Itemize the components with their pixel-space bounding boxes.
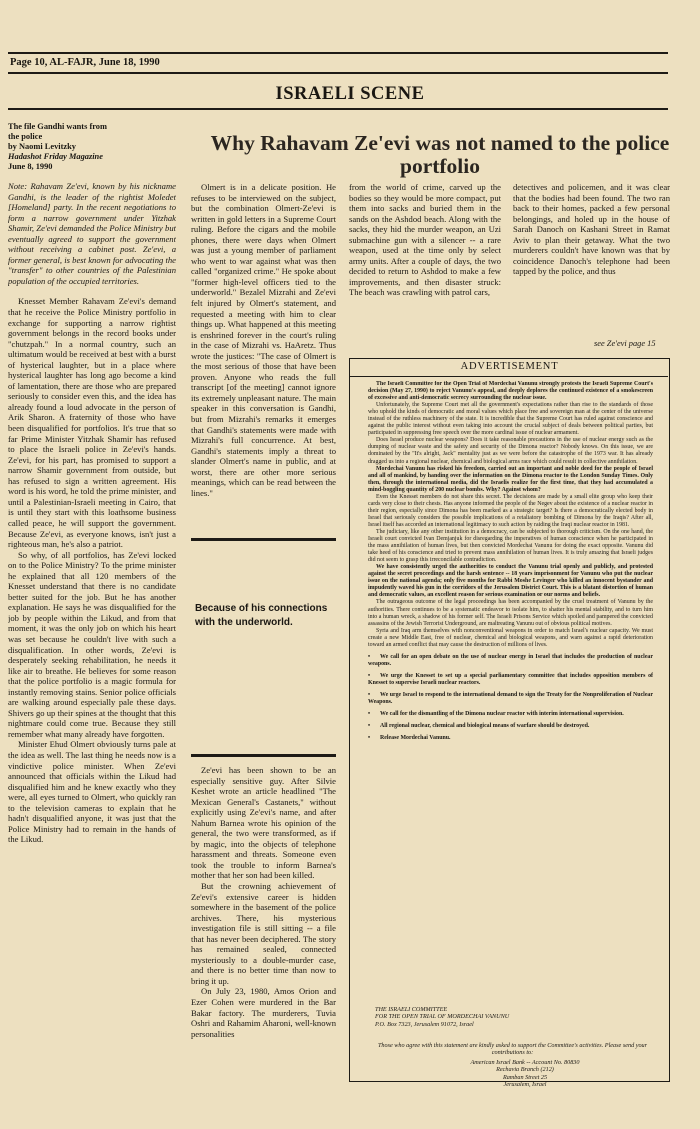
ad-demand <box>368 654 653 668</box>
ad-demand <box>368 735 653 742</box>
bank-line-3: Ramban Street 25 <box>502 1073 548 1081</box>
ad-demand-text: We call for an open debate on the use of nuclear energy in Israel that includes the production of nuclear weapons. <box>368 653 653 667</box>
header-mid-rule <box>8 72 668 74</box>
ad-paragraph: Even the Knesset members do not share this secret. The decisions are made by a small elite group who keep their cards very close to their chests. Has anyone informed the people of the Negev about the existence of a nuclear reactor in their region, especially since Dimona has been marked as a strategic target? Is there a democratically elected body in Israel that seriously considers the possible implications of a retaliatory bombing of Dimona by the Iraqis? After all, Israel itself has accorded an international legitimacy to such action by raiding the Iraqi nuclear reactor in 1981. <box>368 493 653 528</box>
bullet-icon: • <box>368 723 371 730</box>
pullquote-top-rule <box>191 538 336 541</box>
bullet-icon: • <box>368 711 371 718</box>
committee-signature <box>375 1006 655 1028</box>
ad-paragraph: The outrageous outcome of the legal proceedings has been accompanied by the cruel treatment of Vanunu by the authorities. There continues to be a systematic endeavor to isolate him, to shatter his mental stability, and to turn him into a human wreck, a shadow of his former self. The Israeli Prisons Service which spoiled and pampered the convicted assassins of the Jewish Terrorist Underground, are maltreating Vanunu out of obvious political motives. <box>368 599 653 627</box>
bullet-icon: • <box>368 735 371 742</box>
col1-paragraph: So why, of all portfolios, has Ze'evi locked on to the Police Ministry? To the prime minister he explained that all 120 members of the Knesset understand that there is no candidate better suited for the job. But he has another explanation. He says he was disqualified for the job by people within the Likud, and from that moment, it was the only job on which his heart was set because he couldn't live with such a disqualification. In other words, Ze'evi is desperately seeking rehabilitation, he needs it like air to breathe. He believes for some reason that the police portfolio is a magic formula for instantly removing stains. Senior police officials are walking around especially pale these days. Shivers go up their spines at the thought that this nightmare could come true. Because they still remember what many already have forgotten. <box>8 549 176 739</box>
col3-paragraph: from the world of crime, carved up the bodies so they would be more compact, put them into sacks and buried them in the sands on the Ashdod beach. Along with the sacks, they hid the murder weapon, an Uzi submachine gun with a silencer -- a rare weapon, used at the time only by select army units. After a couple of days, the two decided to return to Ashdod to make a few improvements, and then disaster struck: The beach was crawling with patrol cars, <box>349 182 501 298</box>
ad-bold-paragraph: We have consistently urged the authorities to conduct the Vanunu trial openly and publicly, and protested against the secret proceedings and the harsh sentence -- 18 years imprisonment for Vanunu who put the nuclear issue on the national agenda; only five months for Rabbi Moshe Levinger who killed an innocent bystander and impudently waved his gun in the corridors of the Jerusalem District Court. This is a blatant distortion of human and democratic values, an excellent reason for serious examination or our norms and beliefs. <box>368 564 653 599</box>
bank-details <box>410 1059 640 1088</box>
signature-line-3: P.O. Box 7323, Jerusalem 91072, Israel <box>375 1020 474 1028</box>
ad-demand-text: All regional nuclear, chemical and biological means of warfare should be destroyed. <box>380 723 590 730</box>
ad-paragraph: The judiciary, like any other institution in a democracy, can be subjected to thorough criticism. On the one hand, the Israeli court convicted Ivan Demjanjuk for disregarding the imperatives of human conscience when he participated in the mass annihilation of human lives, but then convicted Mordechai Vanunu for doing the exact opposite. Vanunu did take heed of his conscience and tried to prevent mass annihilation of human lives. It is truly amazing that Israeli judges did not seem to grasp this irreconcilable contradiction. <box>368 528 653 564</box>
editor-note: Note: Rahavam Ze'evi, known by his nickname Gandhi, is the leader of the rightist Moledet [Homeland] party. In the recent negotiations to form a narrow government under Yitzhak Shamir, Ze'evi demanded the Police Ministry but eventually agreed to support the government without receiving a cabinet post. Ze'evi, a former general, is best known for advocating the "transfer" to other countries of the Palestinian population of the occupied territories. <box>8 181 176 286</box>
pullquote-bottom-rule <box>191 754 336 757</box>
signature-line-2: FOR THE OPEN TRIAL OF MORDECHAI VANUNU <box>375 1013 510 1021</box>
col2-paragraph: Olmert is in a delicate position. He refuses to be interviewed on the subject, but the combination Olmert-Ze'evi is written in gold letters in a Supreme Court ruling. Before the cigars and the mobile phones, there were days when Olmert was just a young member of parliament who went to war against what was then called "organized crime." He spoke about "former high-level officers tied to the underworld." Bezalel Mizrahi and Ze'evi felt injured by Olmert's statement, and requested a meeting with him to clear things up. What happened at this meeting is enshrined forever in the court's ruling in the case of Mizrahi vs. HaAretz. Thus wrote the justices: "The case of Olmert is the most serious of those that have been proven. Anyone who reads the full transcript [of the meeting] cannot ignore its extremely unpleasant nature. The main speaker in this conversation is Gandhi, but from Mizrahi's remarks it emerges that Gandhi's statements were made with Mizrahi's full concurrence. At best, Gandhi's statements imply a threat to slander Olmert's name in public, and at worst, there are other more serious meanings, which can be read between the lines." <box>191 182 336 498</box>
source-line-2: the police <box>8 132 43 141</box>
ad-demand <box>368 673 653 687</box>
header-top-rule <box>8 52 668 54</box>
column-4-top <box>513 182 670 332</box>
publication: Hadashot Friday Magazine <box>8 152 103 161</box>
column-3-top <box>349 182 501 342</box>
col1-paragraph: Minister Ehud Olmert obviously turns pale at the idea as well. The last thing he needs now is a vindictive police minister. When Ze'evi announced that officials within the Likud had disqualified him and he knew exactly who they were, all eyes turned to Olmert, who quickly ran to the television cameras to explain that he hadn't disqualified anyone, it was just that the Police Ministry had to remain in the hands of the Likud. <box>8 739 176 845</box>
ad-intro: The Israeli Committee for the Open Trial of Mordechai Vanunu strongly protests the Israeli Supreme Court's decision (May 27, 1990) to reject Vanunu's appeal, and deeply deplores the continued existence of a smokescreen of excessive and anti-democratic secrecy surrounding the nuclear issue. <box>368 381 653 402</box>
column-2-bottom <box>191 765 336 1082</box>
ad-demand-text: We urge the Knesset to set up a special parliamentary committee that includes opposition members of Knesset to supervise Israeli nuclear reactors. <box>368 672 653 686</box>
ad-paragraph: Unfortunately, the Supreme Court met all the government's expectations rather than rise to the standards of those who uphold the kinds of democratic and moral values which place free and sovereign man at the center of the universe instead of the ruthless machinery of the state. It is incredible that the Supreme Court has ruled against conscience and against the public interest without even taking into account the crucial subject of deals between political parties, but participated in suppressing free speech over the more cardinal issue of nuclear armament. <box>368 402 653 437</box>
bullet-icon: • <box>368 653 371 660</box>
col4-paragraph: detectives and policemen, and it was clear that the bodies had been found. The two ran back to their homes, packed a few personal belongings, and holed up in the house of Sarah Danoch on Kashani Street in Ramat Aviv to plan their getaway. What the two murderers couldn't have known was that by coincidence Danoch's telephone had been tapped by the police, and thus <box>513 182 670 277</box>
continued-reference: see Ze'evi page 15 <box>594 339 656 348</box>
column-2-top <box>191 182 336 525</box>
col2-paragraph: Ze'evi has been shown to be an especially sensitive guy. After Silvie Keshet wrote an article headlined "The Mexican General's Castanets," without explicitly using Ze'evi's name, and after Nahum Barnea wrote his opinion of the general, the two were transformed, as if by magic, into the objects of telephone harassment and threats. Someone even took the trouble to inform Barnea's mother that her son had been killed. <box>191 765 336 881</box>
ad-demand <box>368 723 653 730</box>
source-line-1: The file Gandhi wants from <box>8 122 107 131</box>
headline: Why Rahavam Ze'evi was not named to the police portfolio <box>210 131 670 178</box>
advertisement-body <box>368 381 653 1001</box>
advertisement-title-rule <box>350 376 668 377</box>
section-title: ISRAELI SCENE <box>275 84 425 104</box>
ad-paragraph: Syria and Iraq arm themselves with nonconventional weapons in order to match Israel's nuclear capacity. We must create a new Middle East, free of nuclear, chemical and biological weapons, and warn against a rapid deterioration toward an armed conflict that may cause the destruction of millions of lives. <box>368 627 653 648</box>
col1-paragraph: Knesset Member Rahavam Ze'evi's demand that he receive the Police Ministry portfolio in exchange for supporting a narrow rightist government belongs in the record books under "chutzpah." In a normal country, such an ultimatum would be received at best with a burst of hysterical laughter, but in a place where hysterical laughter has long ago become a kind of lamentation, there are those who are prepared seriously to consider even this, and the idea has already found a loud advocate in the person of Arik Sharon. A fraternity of those who have been disqualified for portfolios. It's true that so far Prime Minister Yitzhak Shamir has refused to place the Israeli police in Ze'evi's hands. Ze'evi, for his part, has promised to support a narrow Shamir government from outside, but has refused to sign a written agreement. His word is his word, he told the prime minister, and until a Palestinian-Israeli meeting in Cairo, that is until they start with this loathsome business called peace, he will support the government. Because Ze'evi, as everyone knows, isn't just a righteous man, he's also a patriot. <box>8 296 176 550</box>
pull-quote: Because of his connections with the underworld. <box>195 603 328 628</box>
signature-line-1: THE ISRAELI COMMITTEE <box>375 1006 448 1013</box>
bank-line-2: Rechavia Branch (212) <box>496 1066 554 1074</box>
bank-line-1: American Israel Bank -- Account No. 80830 <box>470 1059 580 1066</box>
advertisement-box <box>349 358 670 1088</box>
author: by Naomi Levitzky <box>8 142 76 151</box>
ad-demand-text: We urge Israel to respond to the international demand to sign the Treaty for the Nonproliferation of Nuclear Weapons. <box>368 691 653 706</box>
column-1 <box>8 122 176 1080</box>
col2-paragraph: But the crowning achievement of Ze'evi's extensive career is hidden somewhere in the basement of the police archives. There, his mysterious investigation file is still sitting -- a file that has never been deciphered. The story has remained sealed, connected mysteriously to a double-murder case, and there is no better time than now to bring it up. <box>191 881 336 986</box>
publication-date: June 8, 1990 <box>8 162 53 171</box>
ad-bold-paragraph: Mordechai Vanunu has risked his freedom, carried out an important and noble deed for the people of Israel and all of mankind, by handing over the information on the Dimona reactor to the London Sunday Times. Only then, through the international media, did the Israelis realize for the first time, that they had accumulated a mind-boggling quantity of 200 nuclear bombs. Why? Against whom? <box>368 465 653 493</box>
section-bottom-rule <box>8 108 668 110</box>
col2-paragraph: On July 23, 1980, Amos Orion and Ezer Cohen were murdered in the Bar Bakar factory. The murderers, Tuvia Oshri and Rahamim Aharoni, well-known personalities <box>191 986 336 1039</box>
page-line: Page 10, AL-FAJR, June 18, 1990 <box>10 57 160 68</box>
ad-demand <box>368 711 653 718</box>
ad-demand <box>368 692 653 706</box>
ad-demand-text: Release Mordechai Vanunu. <box>380 735 451 742</box>
bullet-icon: • <box>368 672 371 679</box>
ad-demand-text: We call for the dismantling of the Dimona nuclear reactor with interim international supervision. <box>380 711 624 718</box>
bank-line-4: Jerusalem, Israel <box>503 1080 547 1088</box>
ad-paragraph: Does Israel produce nuclear weapons? Does it take reasonable precautions in the use of nuclear energy such as the dumping of nuclear waste and the safety and security of the Dimona reactor? Nobody knows. On this issue, we are dominated by the "It's alright, Jack" mentality just as we were before the catastrophe of the 1973 war. It has already dragged us into a regional nuclear, chemical and biological arms race which could result in collective annihilation. <box>368 437 653 465</box>
advertisement-title: ADVERTISEMENT <box>460 361 559 372</box>
contribution-request: Those who agree with this statement are kindly asked to support the Committee's activities. Please send your contributions to: <box>377 1042 648 1057</box>
bullet-icon: • <box>368 691 371 698</box>
